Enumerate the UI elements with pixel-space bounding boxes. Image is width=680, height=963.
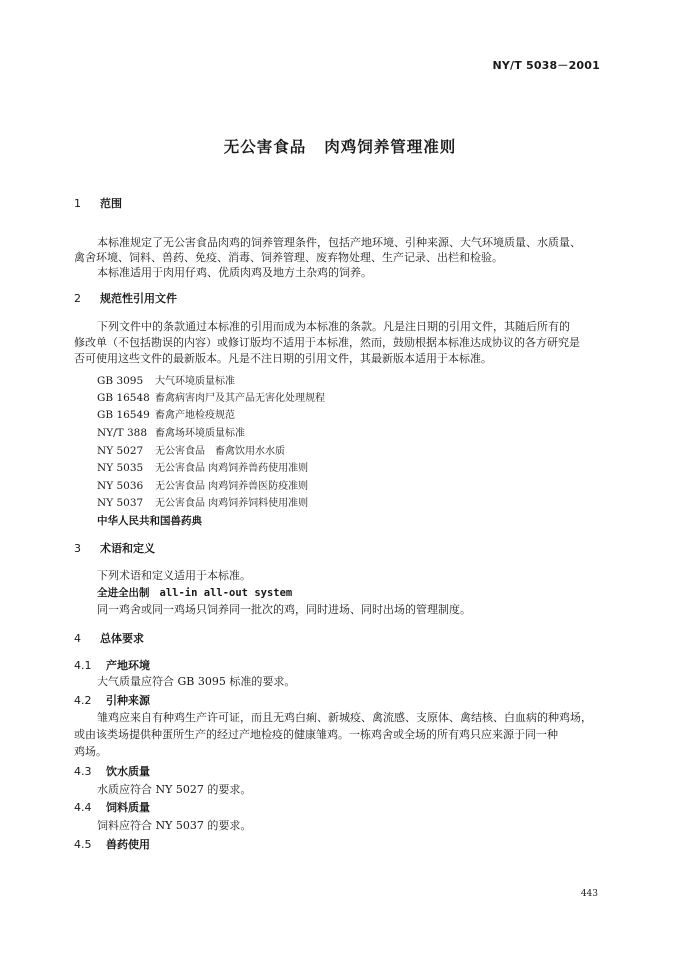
reference-item: NY 5027 无公害食品 畜禽饮用水水质 (97, 445, 285, 457)
section-4-2-heading: 4.2 引种来源 (74, 694, 150, 707)
section-4-3-heading: 4.3 饮水质量 (74, 765, 150, 778)
section-4-2-text-line: 或由该类场提供种蛋所生产的经过产地检疫的健康雏鸡。一栋鸡舍或全场的所有鸡只应来源于同一种 (74, 728, 558, 741)
reference-item: GB 16548 畜禽病害肉尸及其产品无害化处理规程 (97, 392, 325, 404)
reference-item: GB 16549 畜禽产地检疫规范 (97, 409, 235, 421)
section-1-paragraph-2: 本标准适用于肉用仔鸡、优质肉鸡及地方土杂鸡的饲养。 (97, 266, 372, 279)
section-2-paragraph-line: 否可使用这些文件的最新版本。凡是不注日期的引用文件，其最新版本适用于本标准。 (74, 352, 492, 365)
section-2-heading: 2 规范性引用文件 (74, 292, 177, 305)
reference-item: NY 5037 无公害食品 肉鸡饲养饲料使用准则 (97, 497, 309, 509)
reference-item: NY 5036 无公害食品 肉鸡饲养兽医防疫准则 (97, 480, 309, 492)
section-4-heading: 4 总体要求 (74, 632, 144, 645)
reference-item: GB 3095 大气环境质量标准 (97, 375, 235, 387)
section-1-heading: 1 范围 (74, 197, 122, 210)
standard-code: NY/T 5038－2001 (492, 59, 600, 72)
reference-item: NY/T 388 畜禽场环境质量标准 (97, 427, 245, 439)
section-2-paragraph-line: 下列文件中的条款通过本标准的引用而成为本标准的条款。凡是注日期的引用文件，其随后所有的 (97, 320, 570, 333)
section-4-5-heading: 4.5 兽药使用 (74, 838, 150, 851)
section-4-4-text: 饲料应符合 NY 5037 的要求。 (97, 819, 252, 832)
title-part-2: 肉鸡饲养管理准则 (324, 138, 457, 156)
section-1-paragraph-line: 禽舍环境、饲料、兽药、免疫、消毒、饲养管理、废弃物处理、生产记录、出栏和检验。 (74, 251, 503, 264)
page-number: 443 (580, 889, 598, 899)
title-part-1: 无公害食品 (223, 138, 307, 156)
section-1-paragraph-line: 本标准规定了无公害食品肉鸡的饲养管理条件，包括产地环境、引种来源、大气环境质量、水质量、 (97, 236, 581, 249)
section-4-2-text-line: 鸡场。 (74, 745, 107, 758)
document-title (0, 135, 680, 157)
term-definition: 同一鸡舍或同一鸡场只饲养同一批次的鸡，同时进场、同时出场的管理制度。 (97, 603, 471, 616)
section-3-intro: 下列术语和定义适用于本标准。 (97, 569, 251, 582)
reference-item-pharmacopoeia: 中华人民共和国兽药典 (97, 515, 202, 527)
section-4-2-text-line: 雏鸡应来自有种鸡生产许可证，而且无鸡白痢、新城疫、禽流感、支原体、禽结核、白血病的种鸡场， (97, 711, 592, 724)
section-4-4-heading: 4.4 饲料质量 (74, 801, 150, 814)
section-2-paragraph-line: 修改单（不包括勘误的内容）或修订版均不适用于本标准，然而，鼓励根据本标准达成协议的各方研究是 (74, 336, 580, 349)
section-4-1-heading: 4.1 产地环境 (74, 659, 150, 672)
term-entry: 全进全出制 all-in all-out system (97, 587, 293, 599)
section-3-heading: 3 术语和定义 (74, 542, 155, 555)
section-4-1-text: 大气质量应符合 GB 3095 标准的要求。 (97, 675, 296, 688)
reference-item: NY 5035 无公害食品 肉鸡饲养兽药使用准则 (97, 462, 309, 474)
section-4-3-text: 水质应符合 NY 5027 的要求。 (97, 783, 252, 796)
